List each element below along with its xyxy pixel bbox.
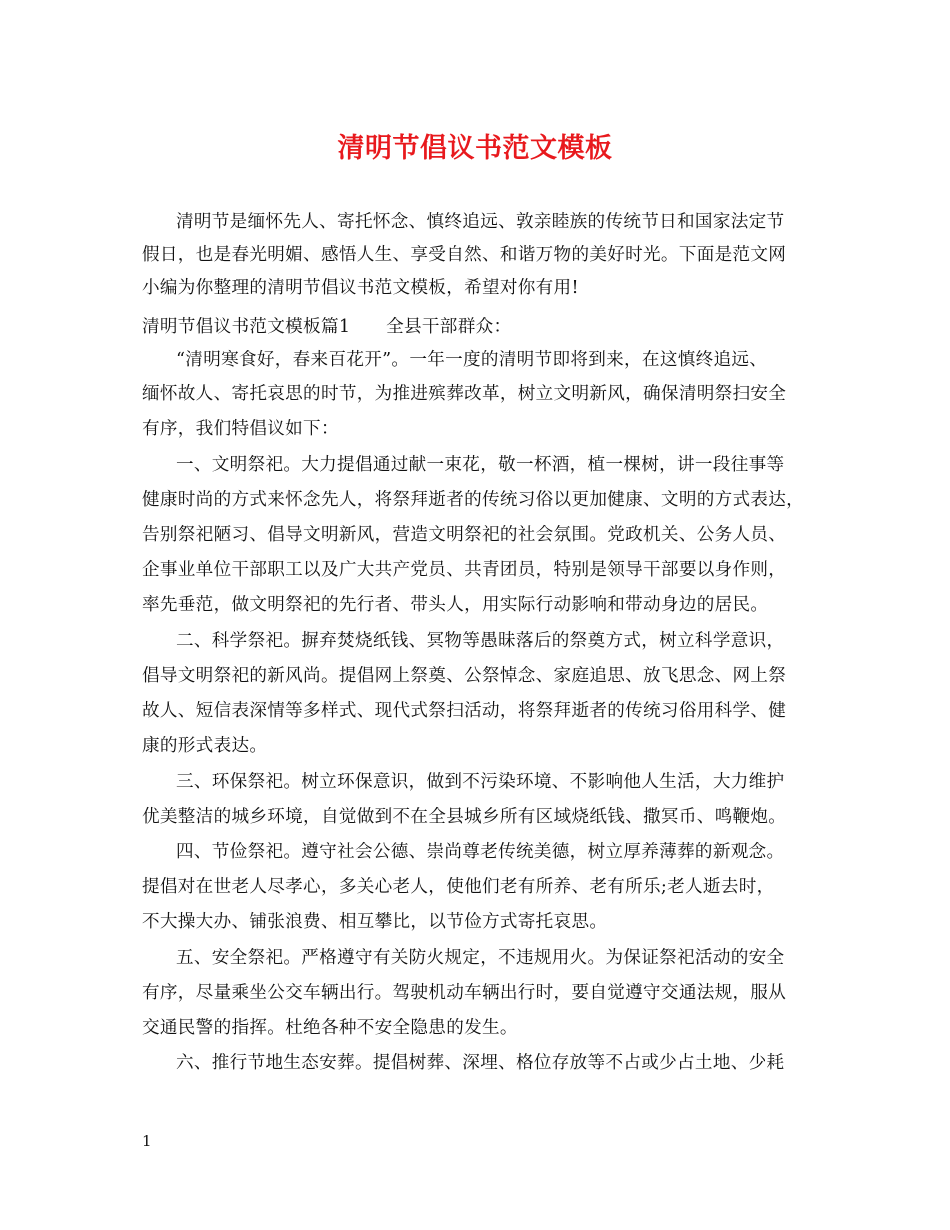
text-line: 交通民警的指挥。杜绝各种不安全隐患的发生。: [142, 1018, 518, 1038]
text-line: 率先垂范，做文明祭祀的先行者、带头人，用实际行动影响和带动身边的居民。: [142, 595, 769, 615]
text-line: 告别祭祀陋习、倡导文明新风，营造文明祭祀的社会氛围。党政机关、公务人员、: [142, 525, 787, 545]
text-line: 假日，也是春光明媚、感悟人生、享受自然、和谐万物的美好时光。下面是范文网: [142, 245, 787, 265]
text-line: 不大操大办、铺张浪费、相互攀比，以节俭方式寄托哀思。: [142, 912, 608, 932]
text-line: 有序，尽量乘坐公交车辆出行。驾驶机动车辆出行时，要自觉遵守交通法规，服从: [142, 983, 787, 1003]
text-line: 三、环保祭祀。树立环保意识，做到不污染环境、不影响他人生活，大力维护: [176, 772, 785, 792]
text-line: 六、推行节地生态安葬。提倡树葬、深埋、格位存放等不占或少占土地、少耗: [176, 1053, 785, 1073]
text-line: 四、节俭祭祀。遵守社会公德、崇尚尊老传统美德，树立厚养薄葬的新观念。: [176, 842, 785, 862]
text-line: 故人、短信表深情等多样式、现代式祭扫活动，将祭拜逝者的传统习俗用科学、健: [142, 701, 787, 721]
text-line: 有序，我们特倡议如下：: [142, 419, 339, 439]
text-line: “清明寒食好，春来百花开”。一年一度的清明节即将到来，在这慎终追远、: [176, 350, 768, 370]
text-line: 五、安全祭祀。严格遵守有关防火规定，不违规用火。为保证祭祀活动的安全: [176, 948, 785, 968]
text-line: 一、文明祭祀。大力提倡通过献一束花，敬一杯酒，植一棵树，讲一段往事等: [176, 455, 785, 475]
text-line: 二、科学祭祀。摒弃焚烧纸钱、冥物等愚昧落后的祭奠方式，树立科学意识，: [176, 631, 785, 651]
text-line: 提倡对在世老人尽孝心，多关心老人，使他们老有所养、老有所乐;老人逝去时，: [142, 877, 775, 897]
text-line: 康的形式表达。: [142, 736, 268, 756]
text-line: 企事业单位干部职工以及广大共产党员、共青团员，特别是领导干部要以身作则，: [142, 560, 787, 580]
document-title: 清明节倡议书范文模板: [337, 133, 613, 164]
page-number: 1: [142, 1132, 152, 1150]
text-line: 健康时尚的方式来怀念先人，将祭拜逝者的传统习俗以更加健康、文明的方式表达，: [142, 490, 805, 510]
text-line: 小编为你整理的清明节倡议书范文模板，希望对你有用!: [142, 278, 579, 298]
text-line: 清明节倡议书范文模板篇1 全县干部群众：: [142, 317, 512, 337]
text-line: 缅怀故人、寄托哀思的时节，为推进殡葬改革，树立文明新风，确保清明祭扫安全: [142, 384, 787, 404]
text-line: 清明节是缅怀先人、寄托怀念、慎终追远、敦亲睦族的传统节日和国家法定节: [176, 212, 785, 232]
text-line: 优美整洁的城乡环境，自觉做到不在全县城乡所有区域烧纸钱、撒冥币、鸣鞭炮。: [142, 807, 787, 827]
text-line: 倡导文明祭祀的新风尚。提倡网上祭奠、公祭悼念、家庭追思、放飞思念、网上祭: [142, 666, 787, 686]
